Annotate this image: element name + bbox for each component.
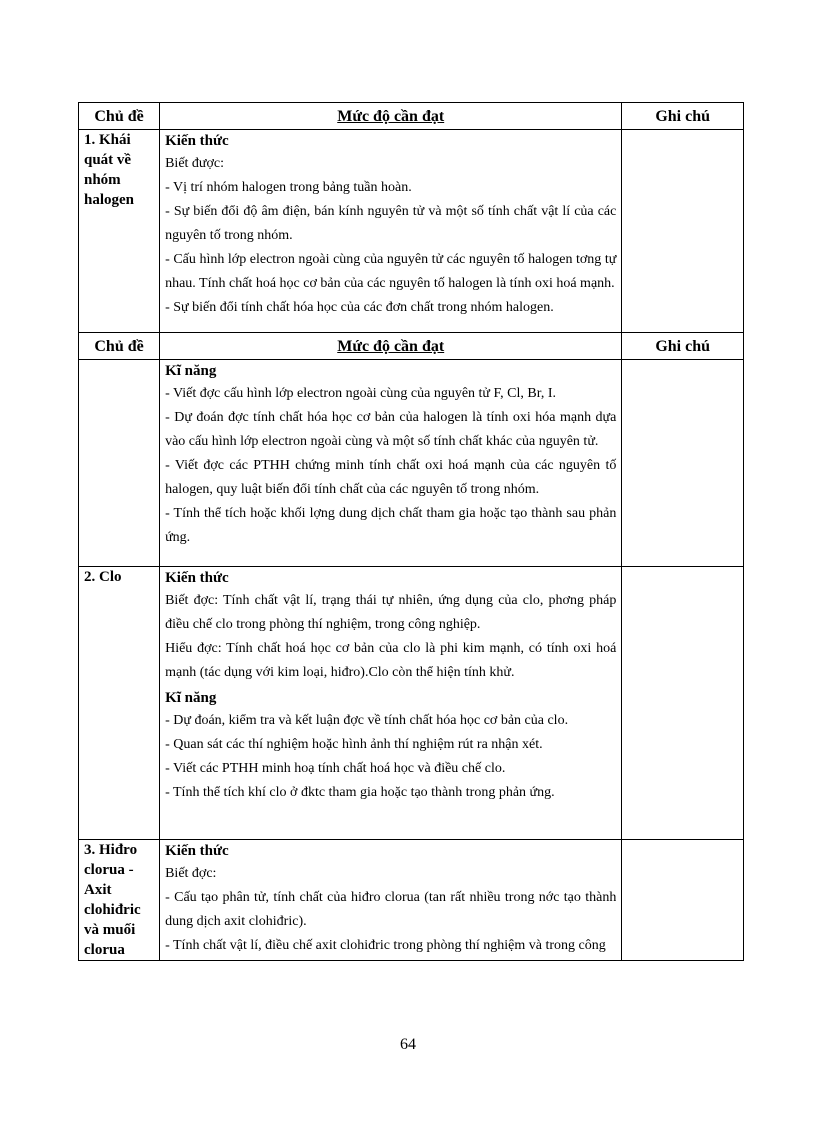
requirement-line: Hiểu đợc: Tính chất hoá học cơ bản của clo là phi kim mạnh, có tính oxi hoá mạnh (tác dụng với kim loại, hiđro).Clo còn thể hiện tính khử.: [165, 641, 617, 680]
header-requirement: Mức độ cần đạt: [160, 333, 622, 360]
requirement-line: - Tính chất vật lí, điều chế axit clohiđric trong phòng thí nghiệm và trong công: [165, 938, 606, 953]
requirement-line: - Sự biến đổi tính chất hóa học của các đơn chất trong nhóm halogen.: [165, 300, 554, 315]
table-row: [79, 567, 744, 840]
requirement-line: - Dự đoán đợc tính chất hóa học cơ bản của halogen là tính oxi hóa mạnh dựa vào cấu hình lớp electron ngoài cùng và một số tính chất khác của nguyên tử.: [165, 410, 617, 449]
row-requirement: [160, 567, 622, 840]
row-topic: [79, 360, 160, 567]
header-note: Ghi chú: [622, 333, 744, 360]
section-title: Kiến thức: [165, 570, 229, 586]
requirement-line: Biết đợc:: [165, 866, 217, 881]
requirement-line: - Viết đợc cấu hình lớp electron ngoài cùng của nguyên tử F, Cl, Br, I.: [165, 386, 557, 401]
row-note: [622, 130, 744, 333]
requirement-line: - Viết các PTHH minh hoạ tính chất hoá học và điều chế clo.: [165, 761, 506, 776]
requirement-line: - Tính thể tích khí clo ở đktc tham gia hoặc tạo thành trong phản ứng.: [165, 785, 555, 800]
table-row: [79, 130, 744, 333]
section-title: Kiến thức: [165, 133, 229, 149]
page-number: 64: [400, 1036, 416, 1053]
header-requirement: Mức độ cần đạt: [160, 103, 622, 130]
row-note: [622, 840, 744, 961]
requirements-table: [78, 102, 744, 961]
section-title: Kiến thức: [165, 843, 229, 859]
requirement-line: - Quan sát các thí nghiệm hoặc hình ảnh thí nghiệm rút ra nhận xét.: [165, 737, 543, 752]
table-header-row: [79, 333, 744, 360]
table-row: [79, 840, 744, 961]
header-note: Ghi chú: [622, 103, 744, 130]
row-note: [622, 567, 744, 840]
requirement-line: - Cấu tạo phân tử, tính chất của hiđro clorua (tan rất nhiều trong nớc tạo thành dung dịch axit clohiđric).: [165, 890, 617, 929]
row-topic: 1. Khái quát về nhóm halogen: [79, 130, 160, 333]
row-topic: 2. Clo: [79, 567, 160, 840]
requirement-line: - Vị trí nhóm halogen trong bảng tuần hoàn.: [165, 180, 412, 195]
requirement-line: - Dự đoán, kiểm tra và kết luận đợc về tính chất hóa học cơ bản của clo.: [165, 713, 569, 728]
requirement-line: - Sự biến đổi độ âm điện, bán kính nguyên tử và một số tính chất vật lí của các nguyên tố trong nhóm.: [165, 204, 617, 243]
section-title: Kĩ năng: [165, 363, 217, 379]
requirement-line: - Viết đợc các PTHH chứng minh tính chất oxi hoá mạnh của các nguyên tố halogen, quy luật biến đổi tính chất của các nguyên tố trong nhóm.: [165, 458, 617, 497]
section-title: Kĩ năng: [165, 690, 217, 706]
requirement-line: - Tính thể tích hoặc khối lợng dung dịch chất tham gia hoặc tạo thành sau phản ứng.: [165, 506, 617, 545]
table-header-row: [79, 103, 744, 130]
row-requirement: [160, 130, 622, 333]
requirement-line: Biết được:: [165, 156, 225, 171]
header-topic: Chủ đề: [79, 333, 160, 360]
row-topic: 3. Hiđro clorua - Axit clohiđric và muối clorua: [79, 840, 160, 961]
row-requirement: [160, 360, 622, 567]
row-requirement: [160, 840, 622, 961]
table-row: [79, 360, 744, 567]
requirement-line: Biết đợc: Tính chất vật lí, trạng thái tự nhiên, ứng dụng của clo, phơng pháp điều chế clo trong phòng thí nghiệm, trong công nghiệp.: [165, 593, 617, 632]
row-note: [622, 360, 744, 567]
requirement-line: - Cấu hình lớp electron ngoài cùng của nguyên tử các nguyên tố halogen tơng tự nhau. Tính chất hoá học cơ bản của các nguyên tố halogen là tính oxi hoá mạnh.: [165, 252, 617, 291]
header-topic: Chủ đề: [79, 103, 160, 130]
